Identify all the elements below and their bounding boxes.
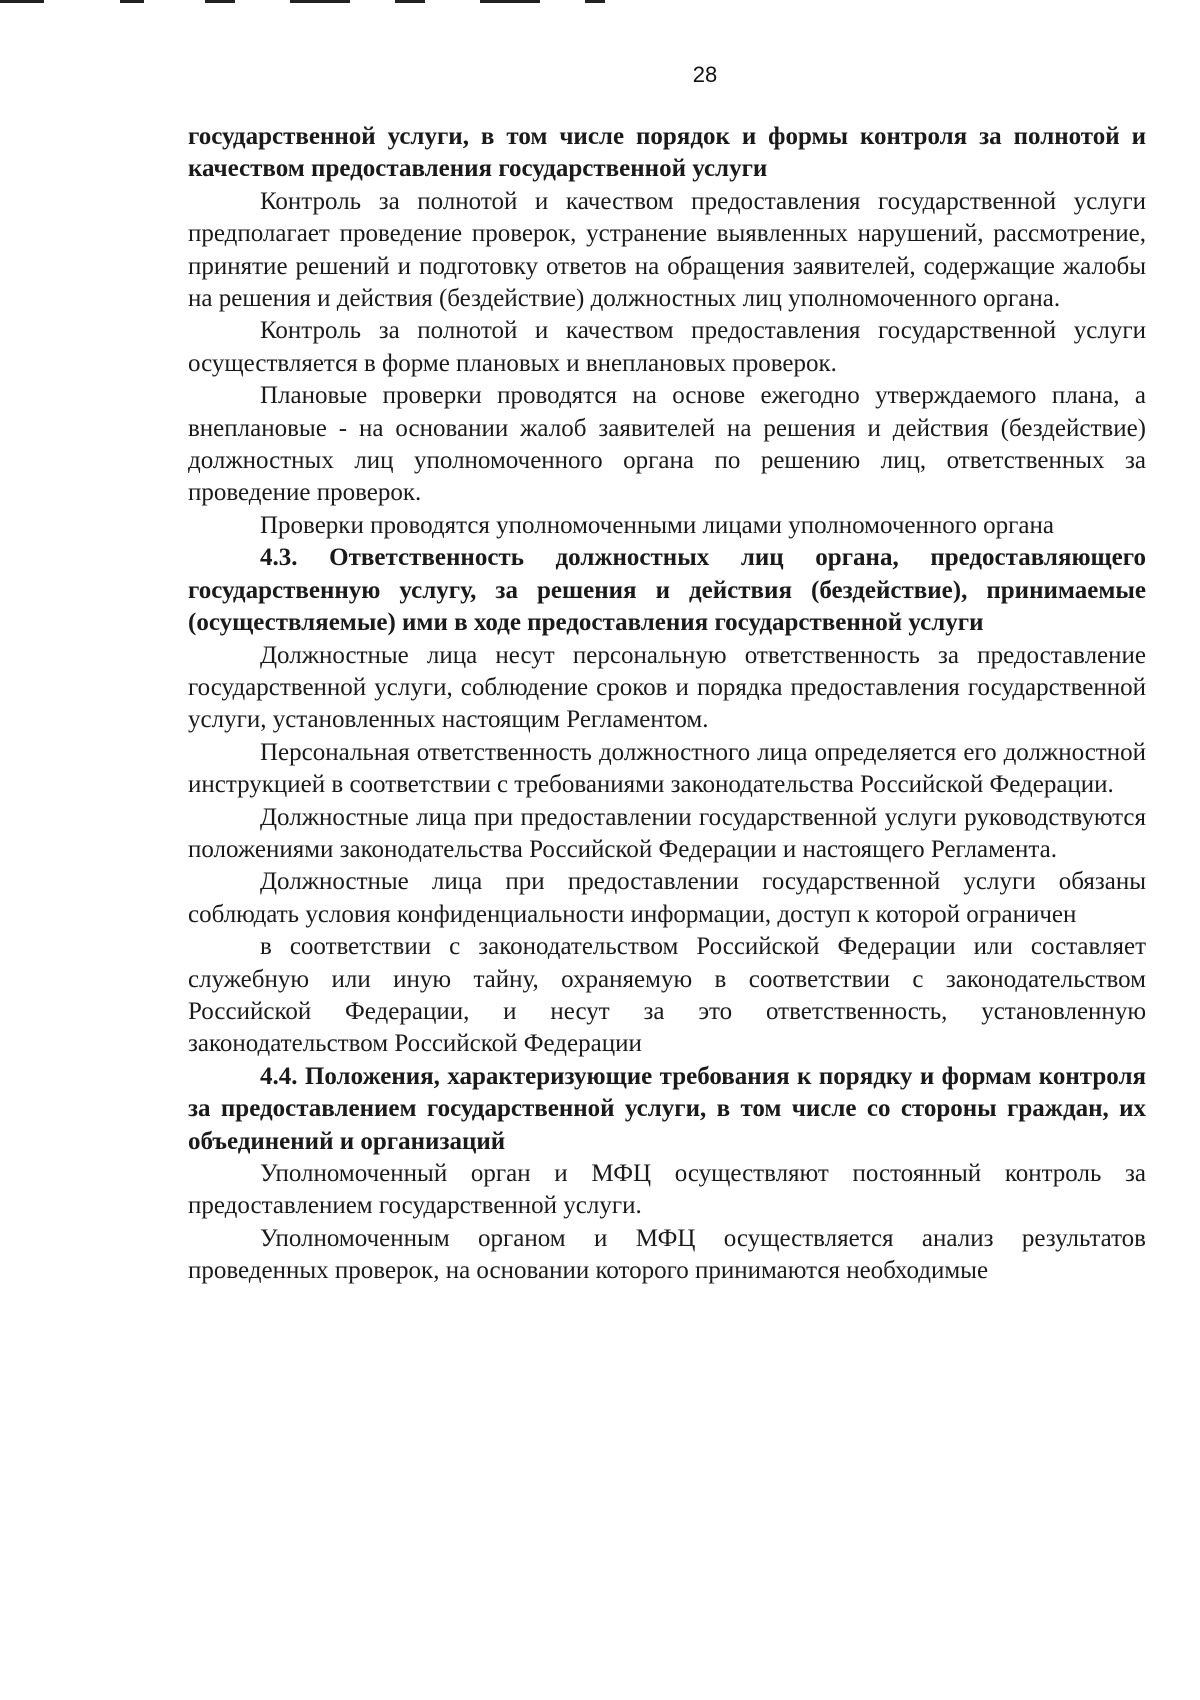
paragraph: Должностные лица несут персональную ответственность за предоставление государственной услуги, соблюдение сроков и порядка предоставления государственной услуги, установленных настоящим Регламентом.: [188, 641, 1146, 734]
paragraph: Уполномоченным органом и МФЦ осуществляется анализ результатов проведенных проверок, на основании которого принимаются необходимые: [188, 1224, 1146, 1285]
page-number: 28: [692, 62, 718, 87]
document-body: [188, 121, 1146, 1288]
section-heading-4-4: 4.4. Положения, характеризующие требования к порядку и формам контроля за предоставлением государственной услуги, в том числе со стороны граждан, их объединений и организаций: [188, 1062, 1146, 1155]
section-heading-4-3: 4.3. Ответственность должностных лиц органа, предоставляющего государственную услугу, за решения и действия (бездействие), принимаемые (осуществляемые) ими в ходе предоставления государственной услуги: [188, 544, 1146, 637]
scan-edge-marks: [0, 0, 1200, 6]
paragraph: Уполномоченный орган и МФЦ осуществляют постоянный контроль за предоставлением государственной услуги.: [188, 1160, 1146, 1220]
section-heading-continuation: государственной услуги, в том числе порядок и формы контроля за полнотой и качеством предоставления государственной услуги: [188, 123, 1146, 183]
paragraph: Персональная ответственность должностного лица определяется его должностной инструкцией в соответствии с требованиями законодательства Российской Федерации.: [188, 738, 1146, 799]
paragraph: Плановые проверки проводятся на основе ежегодно утверждаемого плана, а внеплановые - на основании жалоб заявителей на решения и действия (бездействие) должностных лиц уполномоченного органа по решению лиц, ответственных за проведение проверок.: [188, 382, 1146, 507]
paragraph: Контроль за полнотой и качеством предоставления государственной услуги осуществляется в форме плановых и внеплановых проверок.: [188, 317, 1146, 377]
paragraph: Должностные лица при предоставлении государственной услуги руководствуются положениями законодательства Российской Федерации и настоящего Регламента.: [188, 803, 1146, 863]
paragraph: Контроль за полнотой и качеством предоставления государственной услуги предполагает проведение проверок, устранение выявленных нарушений, рассмотрение, принятие решений и подготовку ответов на обращения заявителей, содержащие жалобы на решения и действия (бездействие) должностных лиц уполномоченного органа.: [188, 187, 1146, 313]
paragraph: Проверки проводятся уполномоченными лицами уполномоченного органа: [260, 511, 1054, 539]
paragraph: Должностные лица при предоставлении государственной услуги обязаны соблюдать условия конфиденциальности информации, доступ к которой ограничен: [188, 868, 1146, 928]
paragraph: в соответствии с законодательством Российской Федерации или составляет служебную или иную тайну, охраняемую в соответствии с законодательством Российской Федерации, и несут за это ответственность, установленную законодательством Российской Федерации: [188, 933, 1146, 1058]
